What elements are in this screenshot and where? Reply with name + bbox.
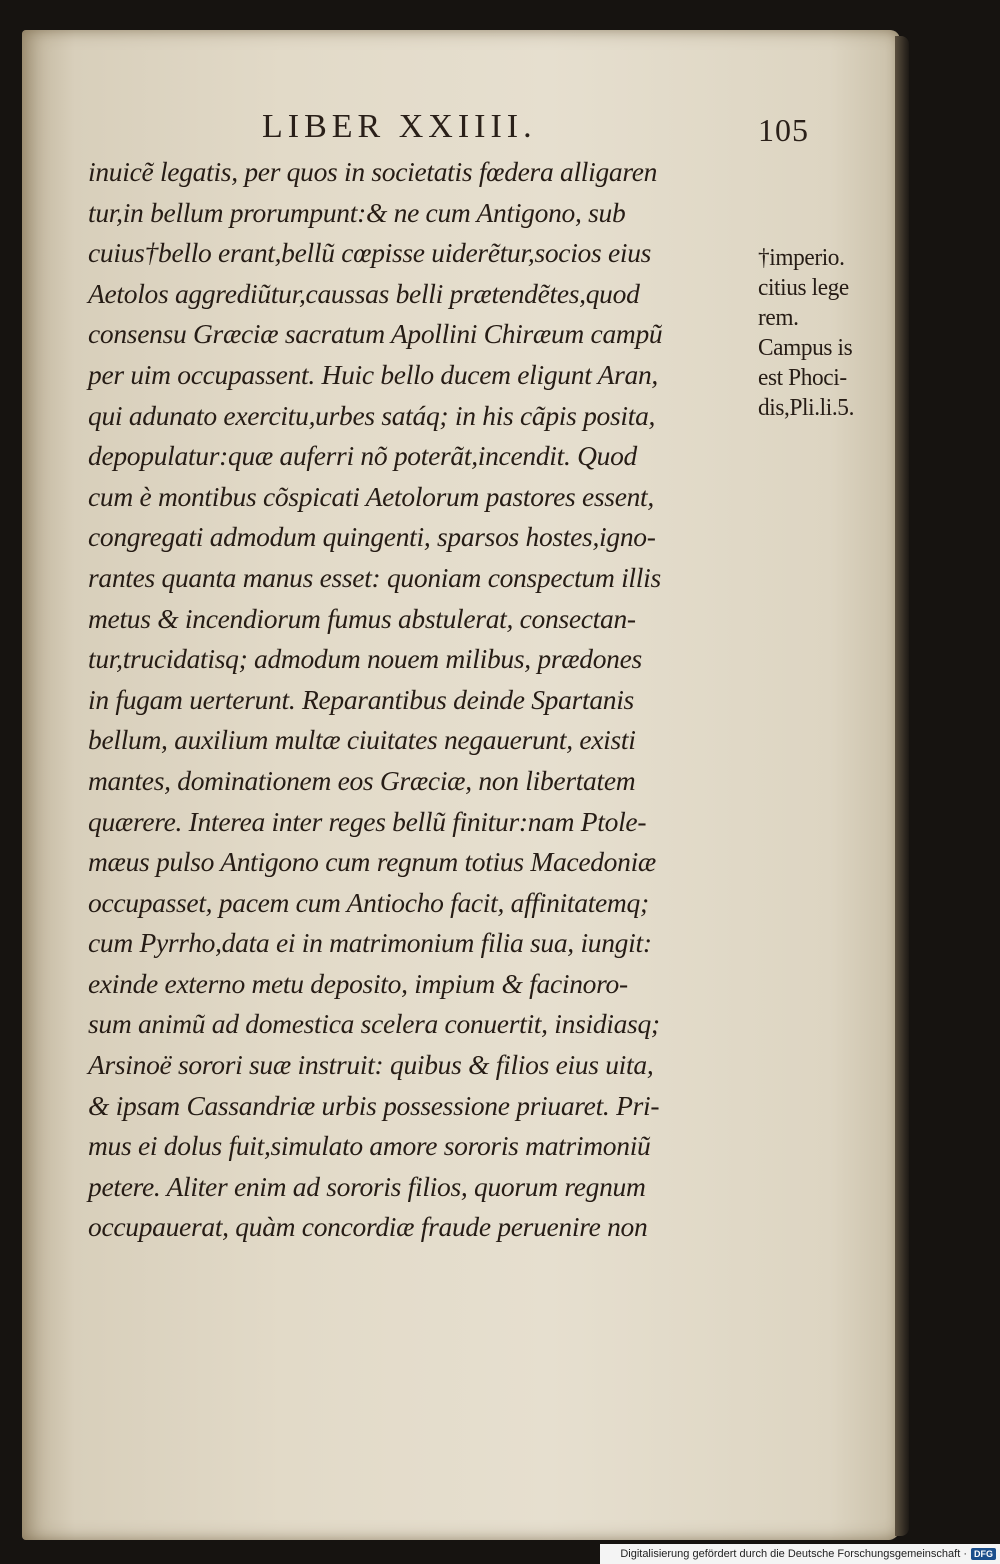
text-line: in fugam uerterunt. Reparantibus deinde Spartanis bbox=[88, 683, 634, 715]
dfg-logo: DFG bbox=[971, 1548, 996, 1560]
text-line: tur,trucidatisq; admodum nouem milibus, prædones bbox=[88, 643, 642, 675]
text-line: cuius†bello erant,bellũ cœpisse uiderẽtur,socios eius bbox=[88, 237, 652, 269]
text-line: sum animũ ad domestica scelera conuertit, insidiasq; bbox=[88, 1008, 660, 1040]
text-line: occupauerat, quàm concordiæ fraude peruenire non bbox=[88, 1211, 648, 1243]
text-line: per uim occupassent. Huic bello ducem eligunt Aran, bbox=[88, 358, 658, 390]
text-line: quærere. Interea inter reges bellũ finitur:nam Ptole- bbox=[88, 805, 647, 837]
body-text bbox=[88, 152, 748, 1248]
margin-note-line: est Phoci- bbox=[758, 365, 847, 391]
page-number: 105 bbox=[758, 112, 809, 148]
margin-note-line: Campus is bbox=[758, 335, 853, 361]
text-line: inuicẽ legatis, per quos in societatis fœdera alligaren bbox=[88, 156, 658, 187]
margin-note-line: dis,Pli.li.5. bbox=[758, 395, 855, 421]
digitization-footer bbox=[600, 1544, 1000, 1564]
running-title: LIBER XXIIII. bbox=[262, 108, 537, 145]
text-line: tur,in bellum prorumpunt:& ne cum Antigono, sub bbox=[88, 196, 626, 228]
margin-notes bbox=[758, 243, 898, 423]
text-line: qui adunato exercitu,urbes satáq; in his cãpis posita, bbox=[88, 399, 656, 431]
text-line: congregati admodum quingenti, sparsos hostes,igno- bbox=[88, 521, 656, 553]
text-line: & ipsam Cassandriæ urbis possessione priuaret. Pri- bbox=[88, 1089, 660, 1121]
text-line: exinde externo metu deposito, impium & facinoro- bbox=[88, 967, 628, 999]
footer-credit: Digitalisierung gefördert durch die Deutsche Forschungsgemeinschaft · bbox=[620, 1548, 967, 1560]
text-line: mus ei dolus fuit,simulato amore sororis matrimoniũ bbox=[88, 1130, 651, 1162]
text-line: cum Pyrrho,data ei in matrimonium filia sua, iungit: bbox=[88, 927, 652, 959]
text-line: mæus pulso Antigono cum regnum totius Macedoniæ bbox=[88, 846, 656, 878]
text-line: bellum, auxilium multæ ciuitates negauerunt, existi bbox=[88, 724, 636, 756]
text-line: petere. Aliter enim ad sororis filios, quorum regnum bbox=[88, 1170, 646, 1202]
margin-note-line: citius lege bbox=[758, 275, 849, 301]
text-line: cum è montibus cõspicati Aetolorum pastores essent, bbox=[88, 480, 654, 512]
text-line: occupasset, pacem cum Antiocho facit, affinitatemq; bbox=[88, 886, 649, 918]
text-line: Arsinoë sorori suæ instruit: quibus & filios eius uita, bbox=[88, 1049, 654, 1081]
text-line: depopulatur:quæ auferri nõ poterãt,incendit. Quod bbox=[88, 440, 638, 472]
margin-note-line: †imperio. bbox=[758, 245, 845, 271]
margin-note-line: rem. bbox=[758, 305, 799, 331]
text-line: rantes quanta manus esset: quoniam conspectum illis bbox=[88, 561, 661, 593]
text-line: Aetolos aggrediũtur,caussas belli prætendẽtes,quod bbox=[88, 277, 640, 309]
text-line: mantes, dominationem eos Græciæ, non libertatem bbox=[88, 764, 636, 796]
text-line: metus & incendiorum fumus abstulerat, consectan- bbox=[88, 602, 636, 634]
text-line: consensu Græciæ sacratum Apollini Chiræum campũ bbox=[88, 318, 663, 350]
